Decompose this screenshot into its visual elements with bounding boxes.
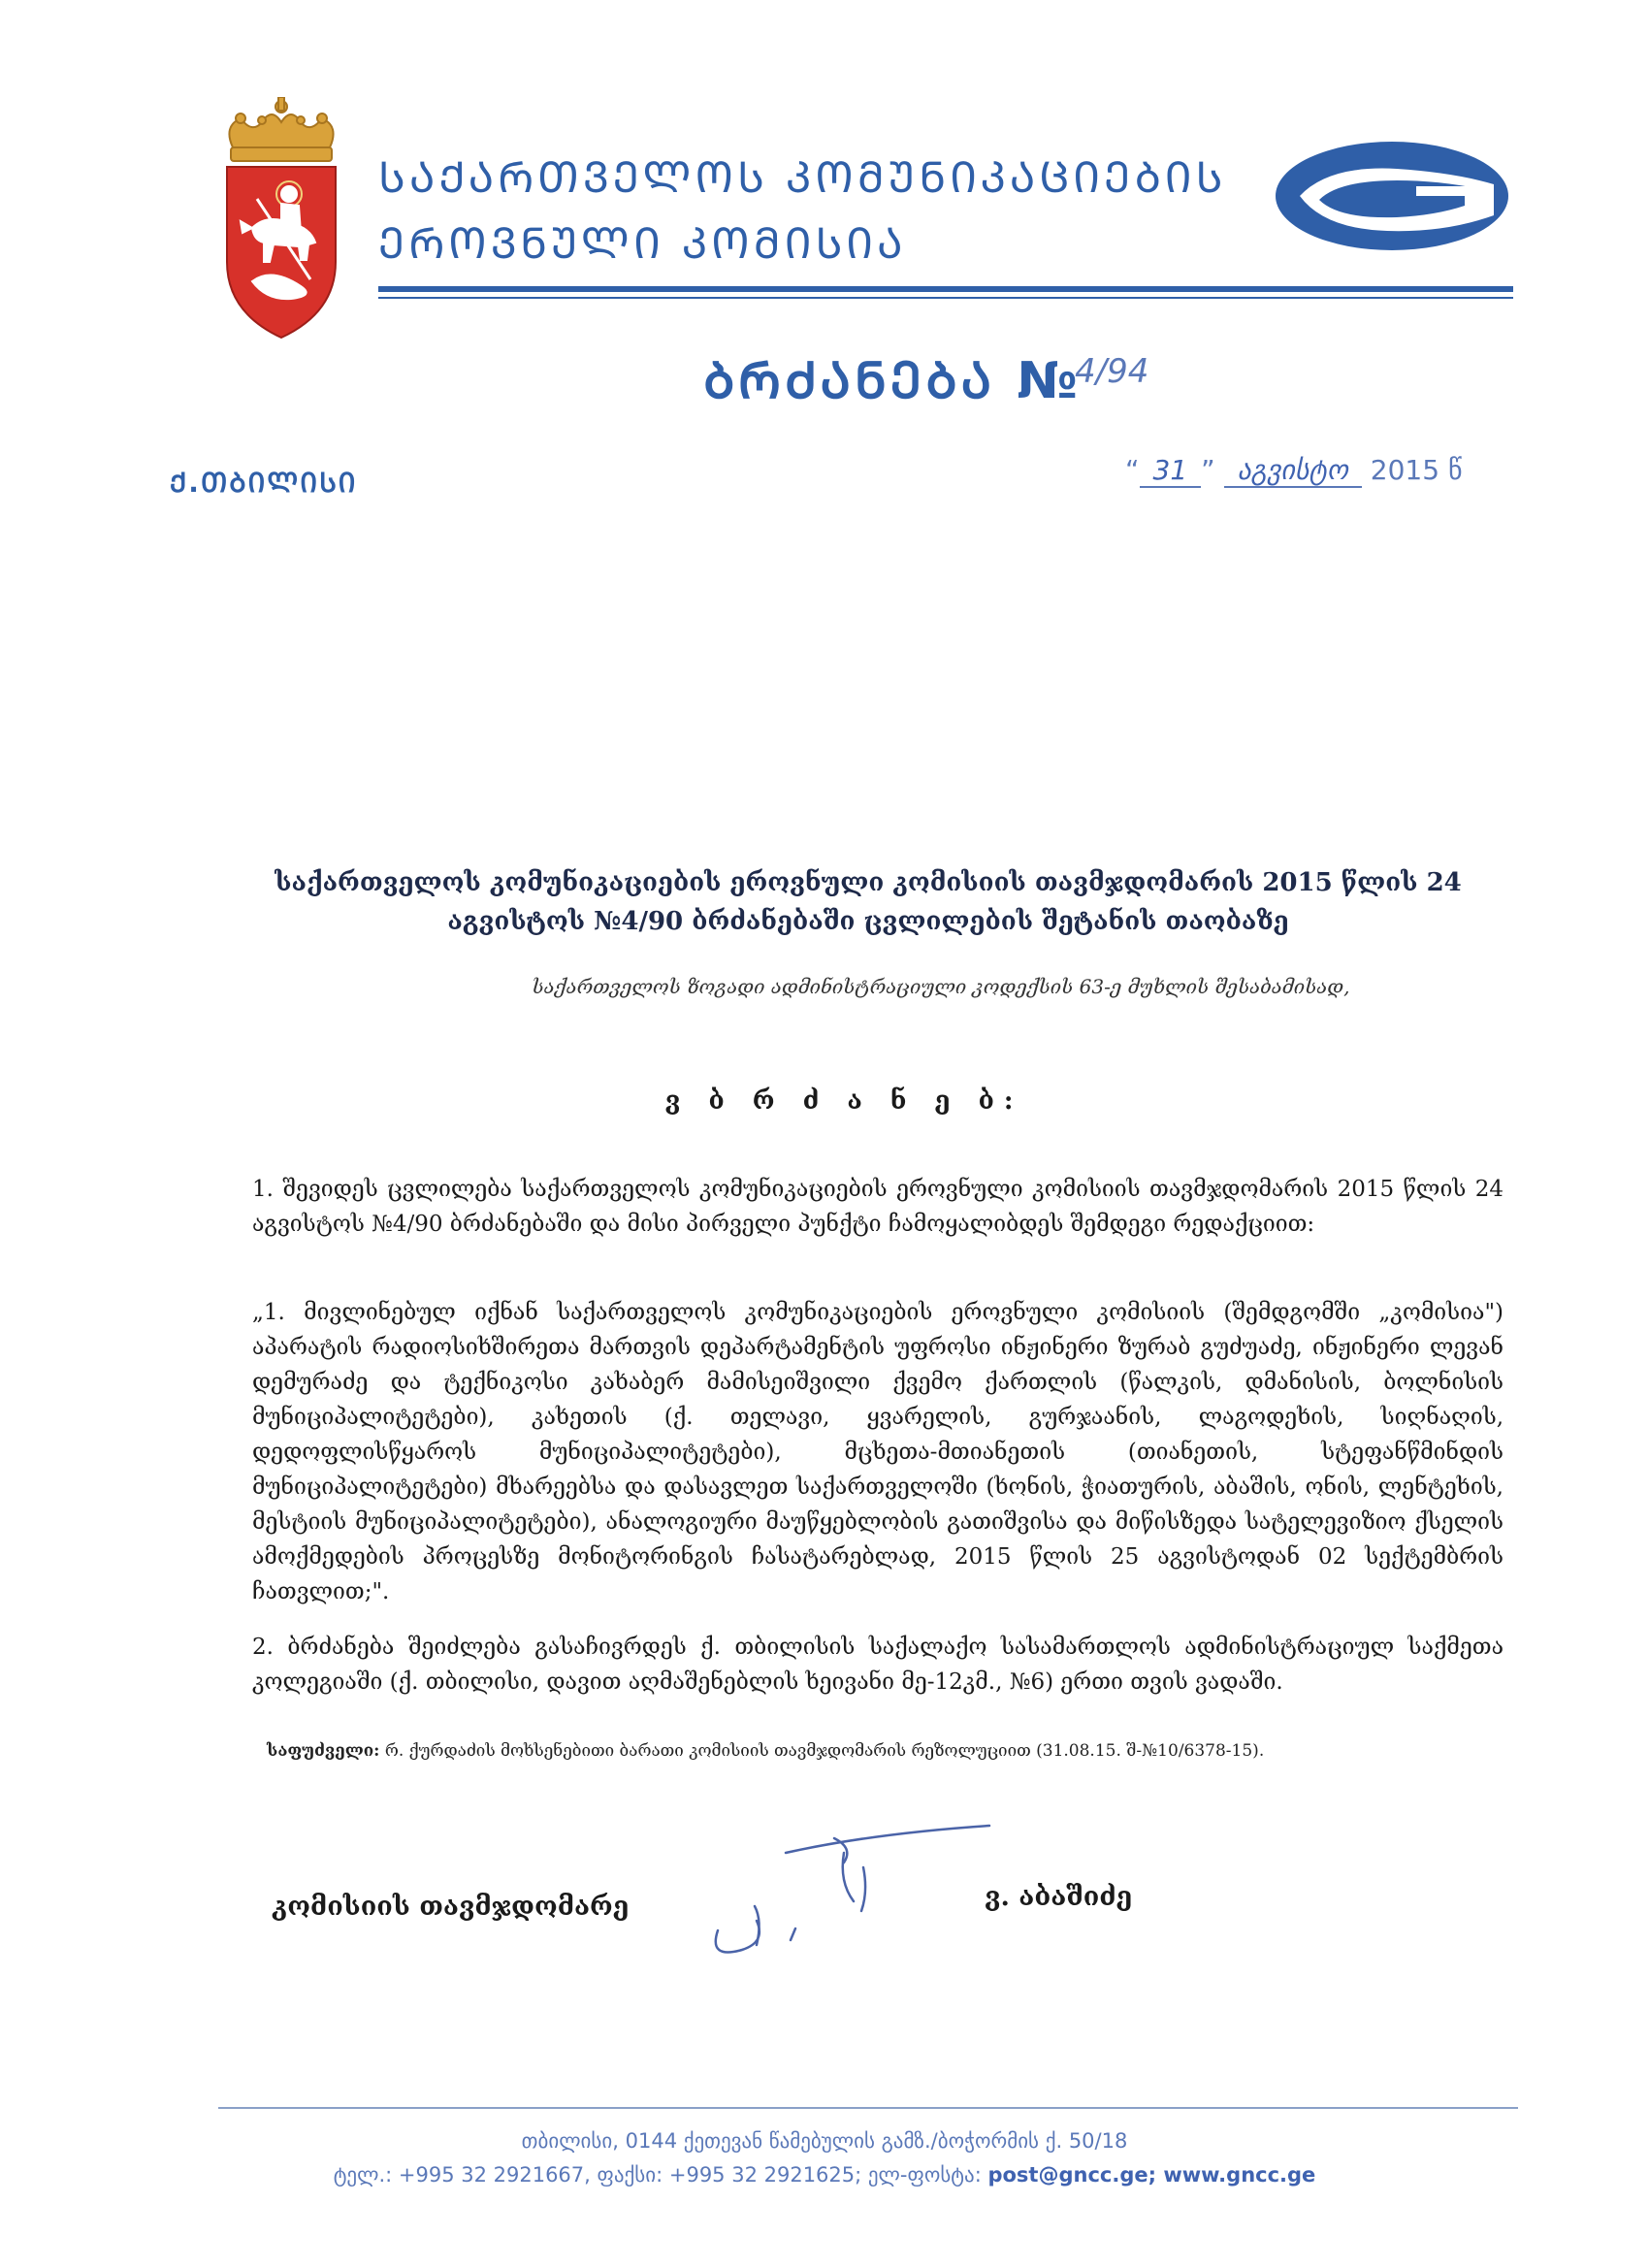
paragraph-quoted-clause: „1. მივლინებულ იქნან საქართველოს კომუნიკაციების ეროვნული კომისიის (შემდგომში „კომისია") აპარატის რადიოსიხშირეთა მართვის დეპარტამენტის უფროსი ინჟინერი ზურაბ გუძუაძე, ინჟინერი ლევან დემურაძე და ტექნიკოსი კახაბერ მამისეიშვილი ქვემო ქართლის (წალკის, დმანისის, ბოლნისის მუნიციპალიტეტები), კახეთის (ქ. თელავი, ყვარელის, გურჯაანის, ლაგოდეხის, სიღნაღის, დედოფლისწყაროს მუნიციპალიტეტები), მცხეთა-მთიანეთის (თიანეთის, სტეფანწმინდის მუნიციპალიტეტები) მხარეებსა და დასავლეთ საქართველოში (ხონის, ჭიათურის, აბაშის, ონის, ლენტეხის, მესტიის მუნიციპალიტეტები), ანალოგიური მაუწყებლობის გათიშვისა და მიწისზედა სატელევიზიო ქსელის ამოქმედების პროცესზე მონიტორინგის ჩასატარებლად, 2015 წლის 25 აგვისტოდან 02 სექტემბრის ჩათვლით;".	[252, 1300, 1504, 1604]
city-label: Ქ.ᲗᲑᲘᲚᲘᲡᲘ	[170, 467, 358, 499]
date-year: 2015 წ	[1370, 454, 1463, 486]
org-name-line1: ᲡᲐᲥᲐᲠᲗᲕᲔᲚᲝᲡ ᲙᲝᲛᲣᲜᲘᲙᲐᲪᲘᲔᲑᲘᲡ	[378, 153, 1227, 203]
order-verb: ვ ბ რ ძ ა ნ ე ბ:	[664, 1086, 1023, 1116]
email-label: ელ-ფოსტა:	[861, 2163, 988, 2187]
organization-name	[378, 146, 1227, 277]
footnote-label: საფუძველი:	[267, 1741, 380, 1761]
footnote-text: რ. ქურდაძის მოხსენებითი ბარათი კომისიის თავმჯდომარის რეზოლუციით (31.08.15. შ-№10/6378-15).	[379, 1741, 1265, 1761]
footer-address: თბილისი, 0144 ქეთევან წამებულის გამზ./ბოჭორმის ქ. 50/18	[521, 2129, 1128, 2153]
date-line: “ 31 ” აგვისტო 2015 წ	[1125, 454, 1463, 486]
signatory-name: ვ. აბაშიძე	[985, 1882, 1133, 1912]
legal-basis-line: საქართველოს ზოგადი ადმინისტრაციული კოდექსის 63-ე მუხლის შესაბამისად,	[532, 975, 1350, 998]
date-month: აგვისტო	[1224, 454, 1362, 488]
signature-icon	[698, 1814, 1028, 1969]
signatory-title: კომისიის თავმჯდომარე	[272, 1892, 630, 1922]
gncc-logo-icon	[1271, 136, 1513, 257]
footer-rule	[218, 2107, 1518, 2109]
footer-separator: ;	[1148, 2163, 1164, 2187]
georgian-coat-of-arms-icon	[213, 97, 349, 340]
phone-label: ტელ.:	[333, 2163, 399, 2187]
website-link[interactable]: www.gncc.ge	[1163, 2163, 1316, 2187]
fax-number: +995 32 2921625;	[668, 2163, 862, 2187]
paragraph-2: 2. ბრძანება შეიძლება გასაჩივრდეს ქ. თბილისის საქალაქო სასამართლოს ადმინისტრაციულ საქმეთა კოლეგიაში (ქ. თბილისი, დავით აღმაშენებლის ხეივანი მე-12კმ., №6) ერთი თვის ვადაში.	[252, 1635, 1504, 1695]
date-day: 31	[1140, 454, 1202, 488]
header-rule	[378, 286, 1513, 292]
paragraph-1: 1. შევიდეს ცვლილება საქართველოს კომუნიკაციების ეროვნული კომისიის თავმჯდომარის 2015 წლის 24 აგვისტოს №4/90 ბრძანებაში და მისი პირველი პუნქტი ჩამოყალიბდეს შემდეგი რედაქციით:	[252, 1177, 1504, 1237]
phone-number: +995 32 2921667,	[398, 2163, 591, 2187]
order-number: 4/94	[1075, 352, 1149, 391]
header-rule-thin	[378, 297, 1513, 299]
order-subject: საქართველოს კომუნიკაციების ეროვნული კომისიის თავმჯდომარის 2015 წლის 24 აგვისტოს №4/90 ბრძანებაში ცვლილების შეტანის თაობაზე	[275, 868, 1462, 936]
fax-label: ფაქსი:	[590, 2163, 669, 2187]
order-title: ᲑᲠᲫᲐᲜᲔᲑᲐ №	[703, 352, 1082, 410]
org-name-line2: ᲔᲠᲝᲕᲜᲣᲚᲘ ᲙᲝᲛᲘᲡᲘᲐ	[378, 219, 907, 269]
email-link[interactable]: post@gncc.ge	[987, 2163, 1148, 2187]
basis-footnote	[267, 1741, 1508, 1761]
footer-contacts	[0, 2163, 1649, 2187]
